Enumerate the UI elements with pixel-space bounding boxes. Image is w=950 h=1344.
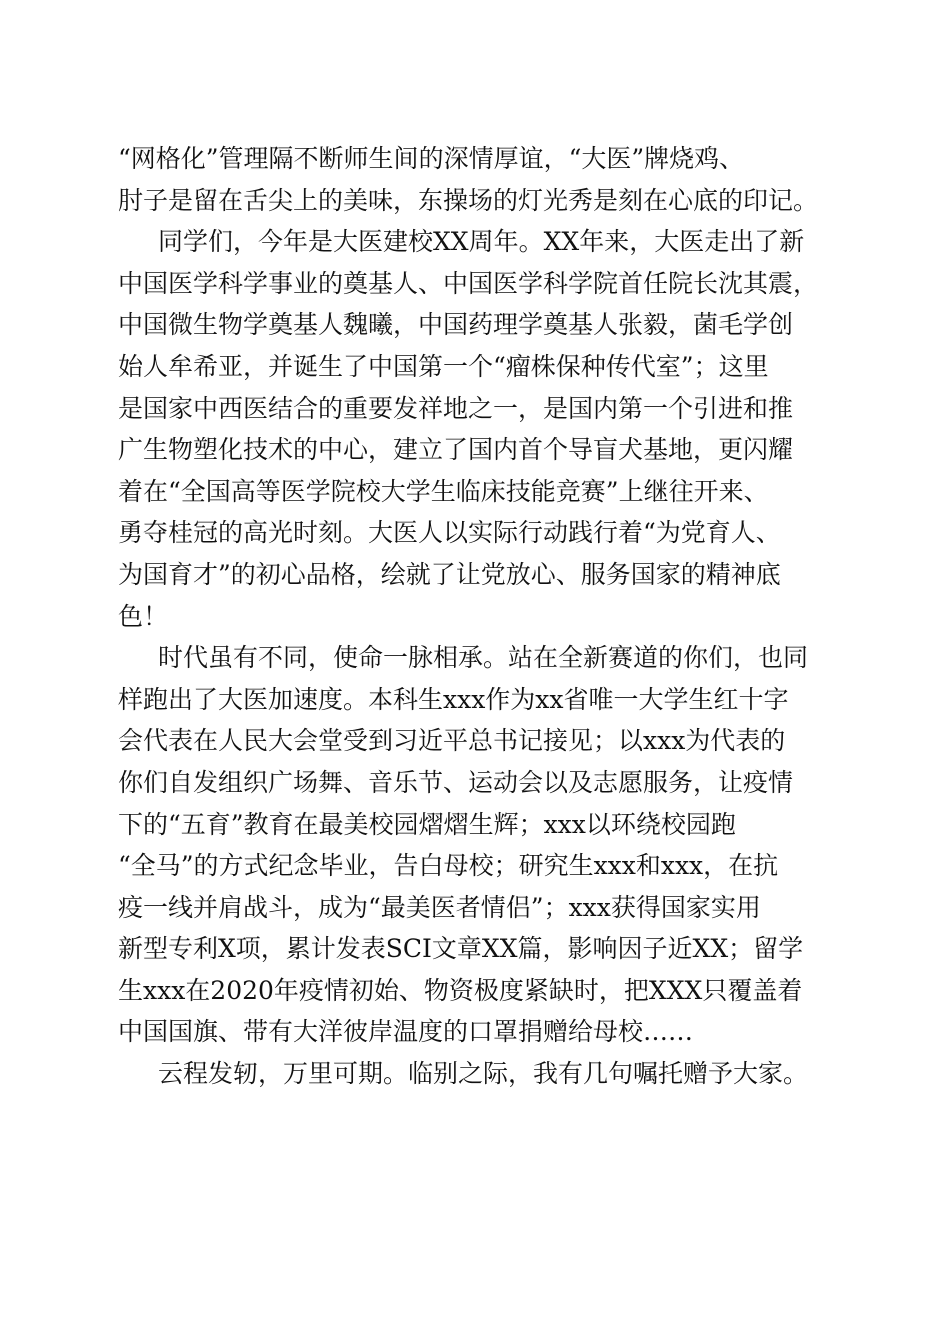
text-line: 广生物塑化技术的中心，建立了国内首个导盲犬基地，更闪耀 <box>118 435 794 465</box>
text-line: “网格化”管理隔不断师生间的深情厚谊，“大医”牌烧鸡、 <box>118 144 745 173</box>
text-line: 为国育才”的初心品格，绘就了让党放心、服务国家的精神底 <box>118 559 781 589</box>
text-line: 着在“全国高等医学院校大学生临床技能竞赛”上继往开来、 <box>118 476 769 506</box>
paragraph-campus-memories <box>118 138 830 221</box>
text-line: 始人牟希亚，并诞生了中国第一个“瘤株保种传代室”；这里 <box>118 351 769 381</box>
document-body <box>118 138 830 1095</box>
text-line: 时代虽有不同，使命一脉相承。站在全新赛道的你们，也同 <box>158 643 809 673</box>
paragraph-farewell <box>118 1053 830 1095</box>
text-line: 样跑出了大医加速度。本科生xxx作为xx省唯一大学生红十字 <box>118 684 789 714</box>
text-line: 中国国旗、带有大洋彼岸温度的口罩捐赠给母校…… <box>118 1017 694 1047</box>
text-line: 肘子是留在舌尖上的美味，东操场的灯光秀是刻在心底的印记。 <box>118 185 819 215</box>
text-line: 生xxx在2020年疫情初始、物资极度紧缺时，把XXX只覆盖着 <box>118 975 803 1005</box>
text-line: 疫一线并肩战斗，成为“最美医者情侣”；xxx获得国家实用 <box>118 892 761 922</box>
text-line: 勇夺桂冠的高光时刻。大医人以实际行动践行着“为党育人、 <box>118 518 781 548</box>
paragraph-student-achievements <box>118 637 830 1053</box>
text-line: 下的“五育”教育在最美校园熠熠生辉；xxx以环绕校园跑 <box>118 809 736 839</box>
text-line: 中国医学科学事业的奠基人、中国医学科学院首任院长沈其震， <box>118 268 819 298</box>
text-line: “全马”的方式纪念毕业，告白母校；研究生xxx和xxx，在抗 <box>118 851 779 881</box>
paragraph-school-history <box>118 221 830 637</box>
text-line: 同学们，今年是大医建校XX周年。XX年来，大医走出了新 <box>158 227 805 257</box>
text-line: 色！ <box>118 601 169 631</box>
text-line: 云程发轫，万里可期。临别之际，我有几句嘱托赠予大家。 <box>158 1059 809 1089</box>
text-line: 你们自发组织广场舞、音乐节、运动会以及志愿服务，让疫情 <box>118 767 794 797</box>
text-line: 是国家中西医结合的重要发祥地之一，是国内第一个引进和推 <box>118 393 794 423</box>
text-line: 新型专利X项，累计发表SCI文章XX篇，影响因子近XX；留学 <box>118 934 804 964</box>
text-line: 中国微生物学奠基人魏曦，中国药理学奠基人张毅，菌毛学创 <box>118 310 794 340</box>
text-line: 会代表在人民大会堂受到习近平总书记接见；以xxx为代表的 <box>118 726 786 756</box>
